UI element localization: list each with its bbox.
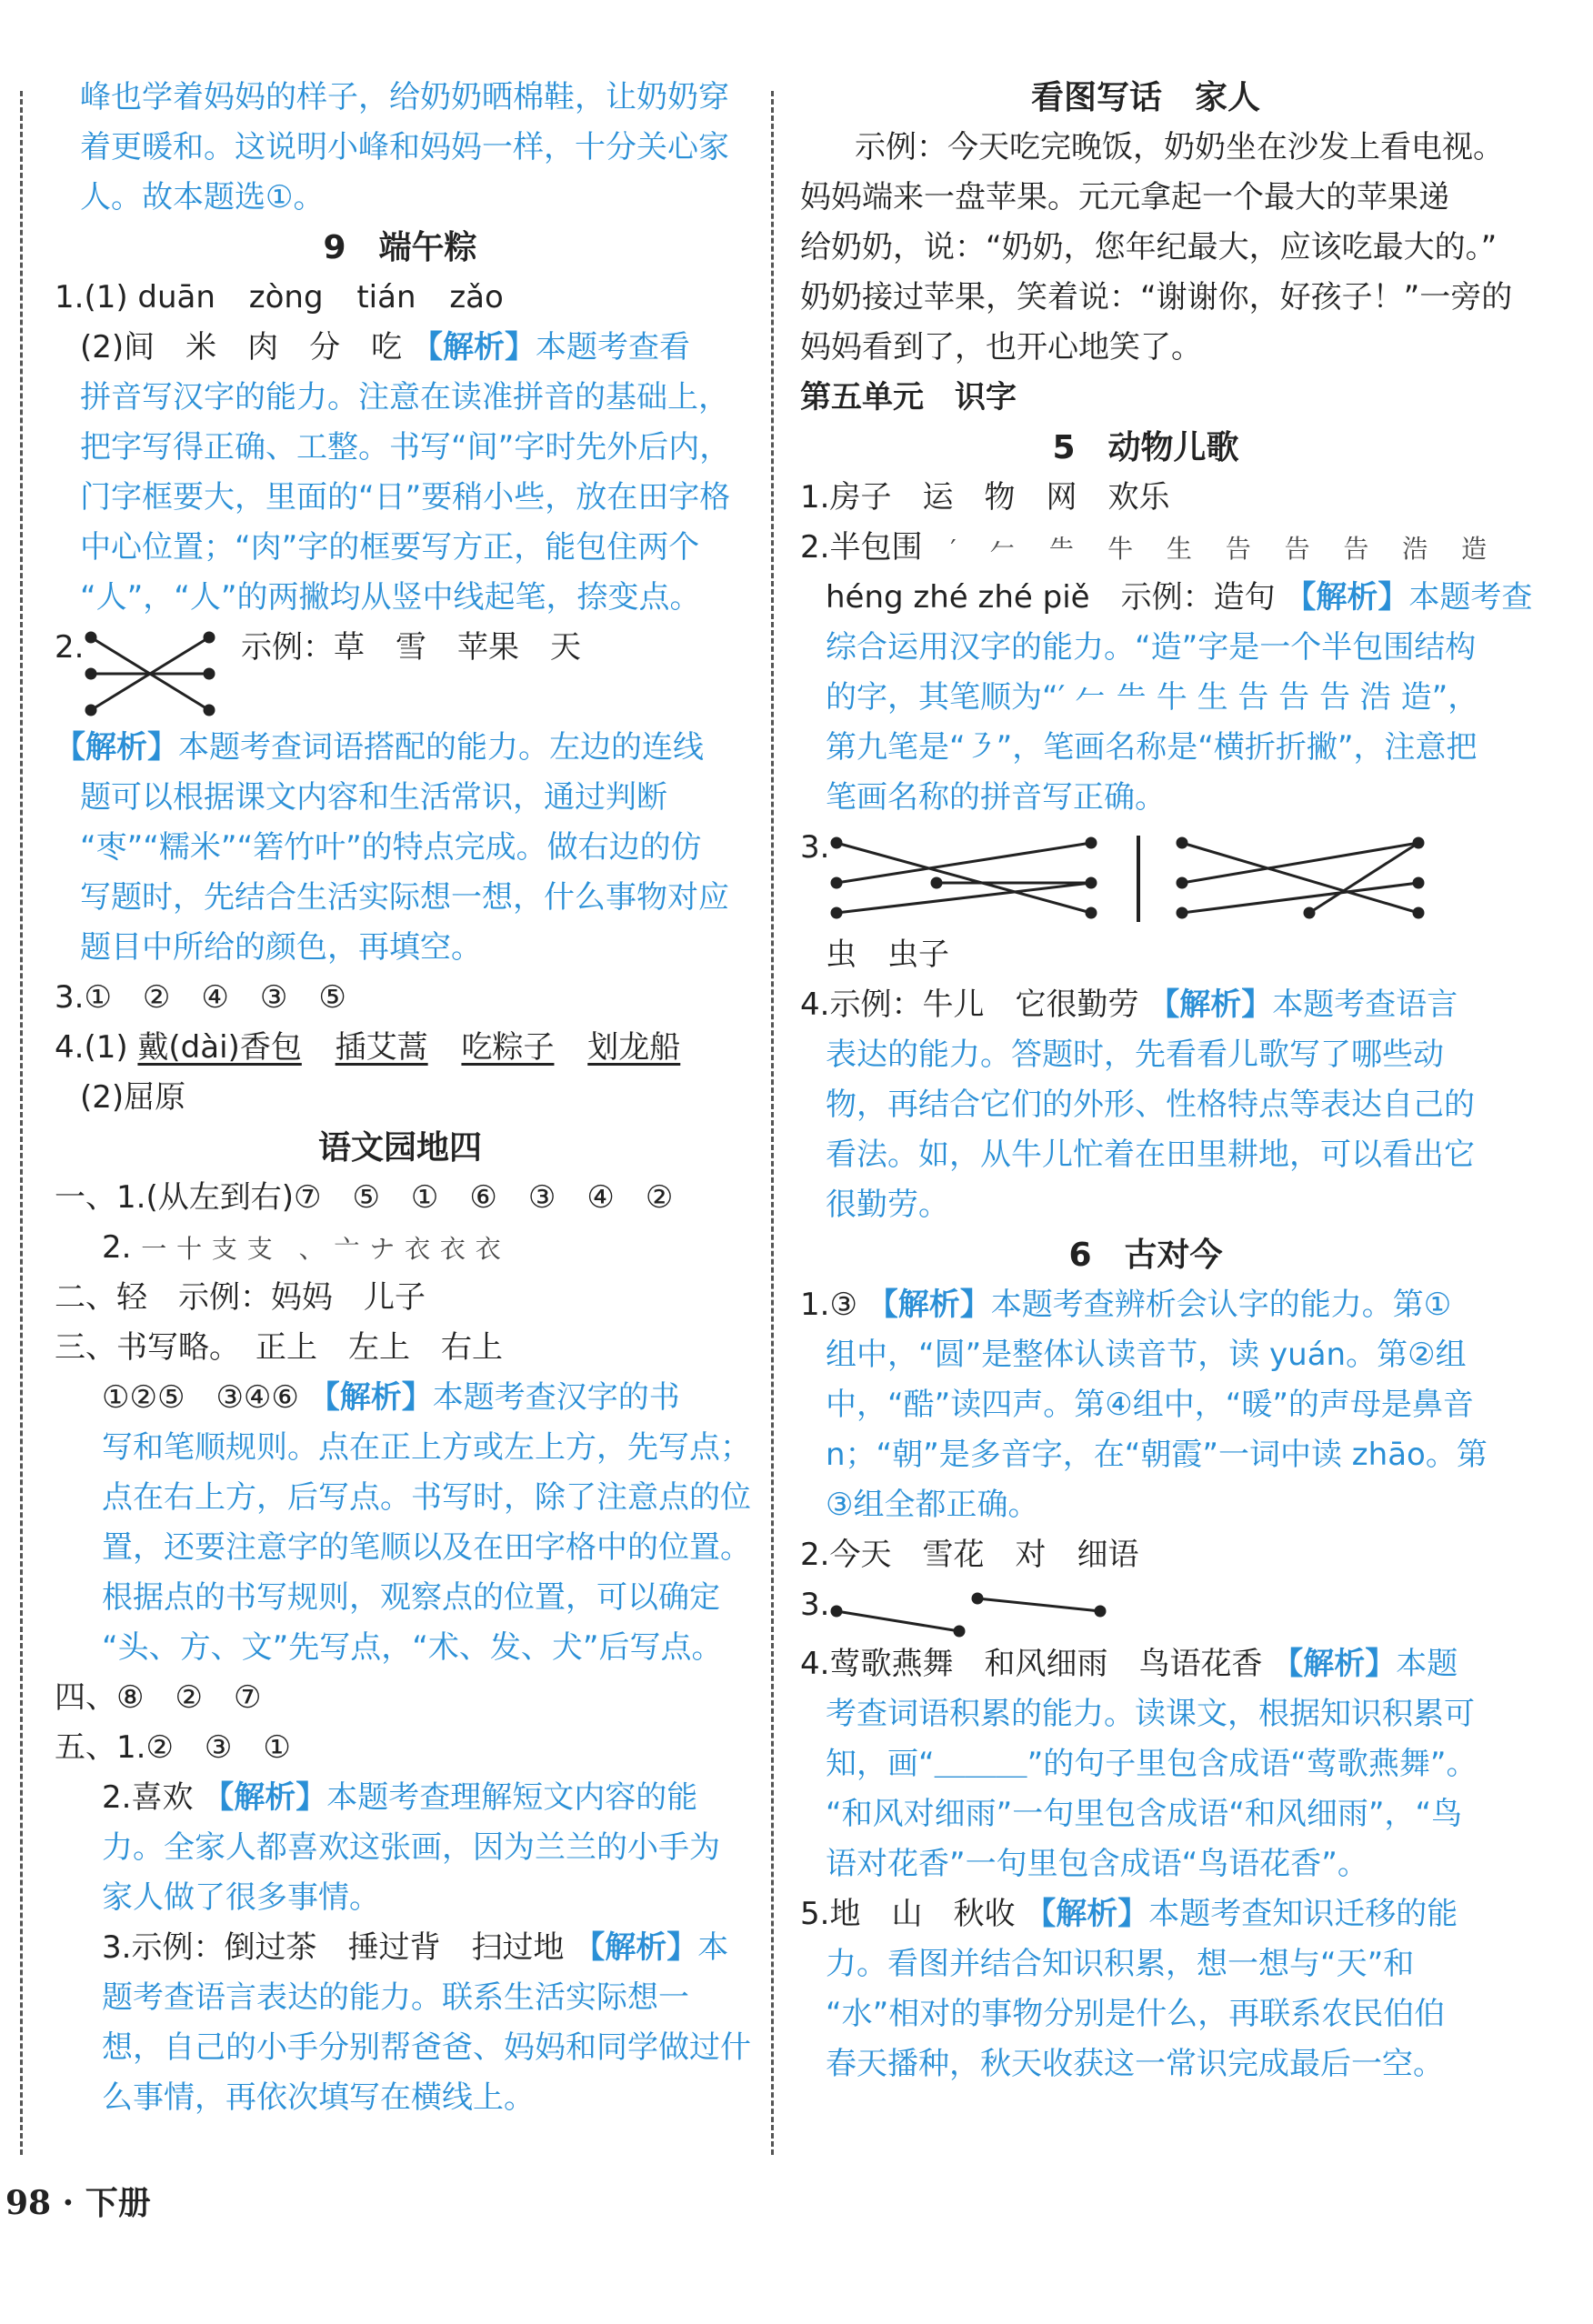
custom-item: 吃粽子 xyxy=(461,1029,555,1066)
analysis-tag: 【解析】 xyxy=(1148,987,1273,1023)
stroke-step: 十 xyxy=(176,1234,203,1264)
q4-1-line: 4.(1) 戴(dài)香包 插艾蒿 吃粽子 划龙船 xyxy=(55,1029,681,1066)
analysis-line: 家人做了很多事情。 xyxy=(102,1879,380,1916)
section-9-title: 9 端午粽 xyxy=(323,229,477,266)
analysis-tag: 【解析】 xyxy=(55,729,178,766)
analysis-tag: 【解析】 xyxy=(1285,579,1409,616)
garden-title: 语文园地四 xyxy=(317,1129,482,1167)
right-column xyxy=(800,73,1533,2089)
q1-1-line: 1.(1) duān zòng tián zǎo xyxy=(55,279,504,316)
analysis-line: 题目中所给的颜色，再填空。 xyxy=(80,929,482,966)
pinyin-answer: zǎo xyxy=(449,279,504,316)
analysis-line: n；“朝”是多音字，在“朝霞”一词中读 zhāo。第 xyxy=(826,1437,1488,1473)
stroke-step: 告 xyxy=(1343,534,1369,564)
analysis-line: 语对花香”一句里包含成语“鸟语花香”。 xyxy=(826,1846,1368,1882)
analysis-line: 中，“酷”读四声。第④组中，“暖”的声母是鼻音 xyxy=(826,1387,1474,1423)
kantu-title: 看图写话 家人 xyxy=(1030,79,1260,116)
s6-q2-line: 2.今天 雪花 对 细语 xyxy=(800,1537,1139,1573)
stroke-step: 衣 xyxy=(405,1234,431,1264)
analysis-tag: 【解析】 xyxy=(203,1779,327,1816)
analysis-line: “枣”“糯米”“箬竹叶”的特点完成。做右边的仿 xyxy=(80,829,702,866)
g5-3-line: 3.示例：倒过茶 捶过背 扫过地 【解析】本 xyxy=(102,1929,729,1966)
analysis-line: 写题时，先结合生活实际想一想，什么事物对应 xyxy=(80,879,729,916)
analysis-line: 根据点的书写规则，观察点的位置，可以确定 xyxy=(102,1579,720,1616)
kantu-line: 给奶奶，说：“奶奶，您年纪最大，应该吃最大的。” xyxy=(800,229,1498,265)
pinyin-answer: tián xyxy=(356,279,416,316)
analysis-tag: 【解析】 xyxy=(1272,1646,1397,1682)
analysis-line: 题可以根据课文内容和生活常识，通过判断 xyxy=(80,779,667,816)
left-margin-divider xyxy=(20,91,23,2155)
s5-q3-answer: 虫 虫子 xyxy=(826,937,949,973)
analysis-line: 写和笔顺规则。点在正上方或左上方，先写点； xyxy=(102,1429,751,1466)
custom-item: 戴(dài)香包 xyxy=(137,1029,302,1066)
s6-q5-line: 5.地 山 秋收 【解析】本题考查知识迁移的能 xyxy=(800,1896,1458,1932)
intro-line: 峰也学着妈妈的样子，给奶奶晒棉鞋，让奶奶穿 xyxy=(80,79,729,115)
stroke-step: 衣 xyxy=(439,1234,466,1264)
pinyin-answer: duān xyxy=(137,279,215,316)
analysis-line: 把字写得正确、工整。书写“间”字时先外后内， xyxy=(80,429,731,466)
analysis-tag: 【解析】 xyxy=(574,1929,698,1966)
q2-analysis-first: 【解析】本题考查词语搭配的能力。左边的连线 xyxy=(55,729,704,766)
analysis-line: 第九笔是“㇋”，笔画名称是“横折折撇”，注意把 xyxy=(826,729,1478,766)
analysis-line: 看法。如，从牛儿忙着在田里耕地，可以看出它 xyxy=(826,1137,1475,1173)
analysis-line: “水”相对的事物分别是什么，再联系农民伯伯 xyxy=(826,1996,1446,2032)
stroke-step: 支 xyxy=(246,1234,273,1264)
analysis-line: 知，画“＿＿＿”的句子里包含成语“莺歌燕舞”。 xyxy=(826,1746,1478,1782)
column-divider xyxy=(771,91,774,2155)
g3-b-line: ①②⑤ ③④⑥ 【解析】本题考查汉字的书 xyxy=(102,1379,680,1416)
stroke-step: ′ xyxy=(950,534,957,564)
q3-line: 3.① ② ④ ③ ⑤ xyxy=(55,979,346,1016)
stroke-step: 𠂉 xyxy=(989,534,1016,564)
analysis-tag: 【解析】 xyxy=(867,1287,991,1323)
s5-q2-line: 2.半包围 ′ 𠂉 ⺧ 牛 生 告 告 告 浩 造 xyxy=(800,529,1488,566)
analysis-line: 么事情，再依次填写在横线上。 xyxy=(102,2079,535,2116)
analysis-line: 综合运用汉字的能力。“造”字是一个半包围结构 xyxy=(826,629,1477,666)
analysis-line: 拼音写汉字的能力。注意在读准拼音的基础上， xyxy=(80,379,729,416)
stroke-step: 、 xyxy=(298,1234,325,1264)
q2-line: 2. 示例：草 雪 苹果 天 xyxy=(55,623,746,723)
kantu-line: 妈妈端来一盘苹果。元元拿起一个最大的苹果递 xyxy=(800,179,1449,215)
s5-q3-line: 3. xyxy=(800,823,1491,930)
g3-line: 三、书写略。 正上 左上 右上 xyxy=(55,1329,503,1366)
q4-2-line: (2)屈原 xyxy=(80,1079,186,1116)
s5-q1-line: 1.房子 运 物 网 欢乐 xyxy=(800,479,1170,516)
left-column xyxy=(55,73,751,2123)
analysis-tag: 【解析】 xyxy=(308,1379,433,1416)
stroke-step: ⺧ xyxy=(1048,534,1075,564)
stroke-step: 生 xyxy=(1166,534,1192,564)
analysis-line: 题考查语言表达的能力。联系生活实际想一 xyxy=(102,1979,689,2016)
custom-item: 划龙船 xyxy=(587,1029,681,1066)
analysis-line: “和风对细雨”一句里包含成语“和风细雨”，“鸟 xyxy=(826,1796,1463,1832)
g1-1-line: 一、1.(从左到右)⑦ ⑤ ① ⑥ ③ ④ ② xyxy=(55,1179,674,1216)
unit-5-title: 第五单元 识字 xyxy=(800,379,1017,416)
s6-q1-line: 1.③ 【解析】本题考查辨析会认字的能力。第① xyxy=(800,1287,1452,1323)
s6-q4-line: 4.莺歌燕舞 和风细雨 鸟语花香 【解析】本题 xyxy=(800,1646,1458,1682)
s5-q4-line: 4.示例：牛儿 它很勤劳 【解析】本题考查语言 xyxy=(800,987,1458,1023)
analysis-line: 笔画名称的拼音写正确。 xyxy=(826,779,1166,816)
analysis-line: 春天播种，秋天收获这一常识完成最后一空。 xyxy=(826,2046,1444,2082)
analysis-tag: 【解析】 xyxy=(1025,1896,1149,1932)
analysis-line: 想，自己的小手分别帮爸爸、妈妈和同学做过什 xyxy=(102,2029,751,2066)
stroke-step: 告 xyxy=(1284,534,1310,564)
stroke-step: 告 xyxy=(1225,534,1251,564)
analysis-line: “头、方、文”先写点，“术、发、犬”后写点。 xyxy=(102,1629,723,1666)
analysis-line: 中心位置；“肉”字的框要写方正，能包住两个 xyxy=(80,529,700,566)
analysis-tag: 【解析】 xyxy=(411,329,536,366)
analysis-line: 组中，“圆”是整体认读音节，读 yuán。第②组 xyxy=(826,1337,1467,1373)
stroke-step: 支 xyxy=(211,1234,237,1264)
intro-line: 着更暖和。这说明小峰和妈妈一样，十分关心家 xyxy=(80,129,729,165)
page-number-footer: 98 · 下册 xyxy=(5,2184,151,2222)
s6-q3-line: 3. xyxy=(800,1580,1491,1639)
stroke-step: 浩 xyxy=(1402,534,1428,564)
s5-q3-matching-diagram xyxy=(827,826,1482,927)
analysis-line: 物，再结合它们的外形、性格特点等表达自己的 xyxy=(826,1087,1475,1123)
section-5-title: 5 动物儿歌 xyxy=(1052,429,1239,466)
stroke-step: 一 xyxy=(141,1234,167,1264)
q1-2-line: (2)间 米 肉 分 吃 【解析】本题考查看 xyxy=(80,329,690,366)
pinyin-answer: zòng xyxy=(248,279,324,316)
stroke-step: ナ xyxy=(369,1234,396,1264)
s5-q2-pinyin-line: héng zhé zhé piě 示例：造句 【解析】本题考查 xyxy=(826,579,1533,616)
analysis-line: 很勤劳。 xyxy=(826,1187,949,1223)
q2-matching-diagram xyxy=(82,628,218,719)
stroke-step: 造 xyxy=(1461,534,1488,564)
g1-2-line: 2. 一 十 支 支 、 亠 ナ 衣 衣 衣 xyxy=(102,1229,501,1266)
analysis-line: 点在右上方，后写点。书写时，除了注意点的位 xyxy=(102,1479,751,1516)
g2-line: 二、轻 示例：妈妈 儿子 xyxy=(55,1279,426,1316)
section-6-title: 6 古对今 xyxy=(1068,1237,1223,1274)
analysis-line: 表达的能力。答题时，先看看儿歌写了哪些动 xyxy=(826,1037,1444,1073)
analysis-line: 考查词语积累的能力。读课文，根据知识积累可 xyxy=(826,1696,1475,1732)
q2-example: 示例：草 雪 苹果 天 xyxy=(241,629,581,666)
g5-2-line: 2.喜欢 【解析】本题考查理解短文内容的能 xyxy=(102,1779,698,1816)
kantu-line: 奶奶接过苹果，笑着说：“谢谢你，好孩子！”一旁的 xyxy=(800,279,1513,316)
analysis-line: 力。看图并结合知识积累，想一想与“天”和 xyxy=(826,1946,1415,1982)
kantu-line: 妈妈看到了，也开心地笑了。 xyxy=(800,329,1202,366)
analysis-line: 力。全家人都喜欢这张画，因为兰兰的小手为 xyxy=(102,1829,720,1866)
analysis-line: “人”，“人”的两撇均从竖中线起笔，捺变点。 xyxy=(80,579,701,616)
g5-1-line: 五、1.② ③ ① xyxy=(55,1729,291,1766)
kantu-line: 示例：今天吃完晚饭，奶奶坐在沙发上看电视。 xyxy=(855,129,1504,165)
stroke-step: 亠 xyxy=(334,1234,360,1264)
stroke-step: 衣 xyxy=(475,1234,501,1264)
custom-item: 插艾蒿 xyxy=(335,1029,428,1066)
stroke-step: 牛 xyxy=(1107,534,1134,564)
g4-line: 四、⑧ ② ⑦ xyxy=(55,1679,262,1716)
analysis-line: 的字，其笔顺为“′ 𠂉 ⺧ 牛 生 告 告 告 浩 造”， xyxy=(826,679,1479,716)
s6-q3-matching-diagram xyxy=(827,1584,1118,1638)
analysis-line: 置，还要注意字的笔顺以及在田字格中的位置。 xyxy=(102,1529,751,1566)
analysis-line: 门字框要大，里面的“日”要稍小些，放在田字格 xyxy=(80,479,731,516)
intro-line: 人。故本题选①。 xyxy=(80,179,325,215)
analysis-line: ③组全都正确。 xyxy=(826,1487,1039,1523)
